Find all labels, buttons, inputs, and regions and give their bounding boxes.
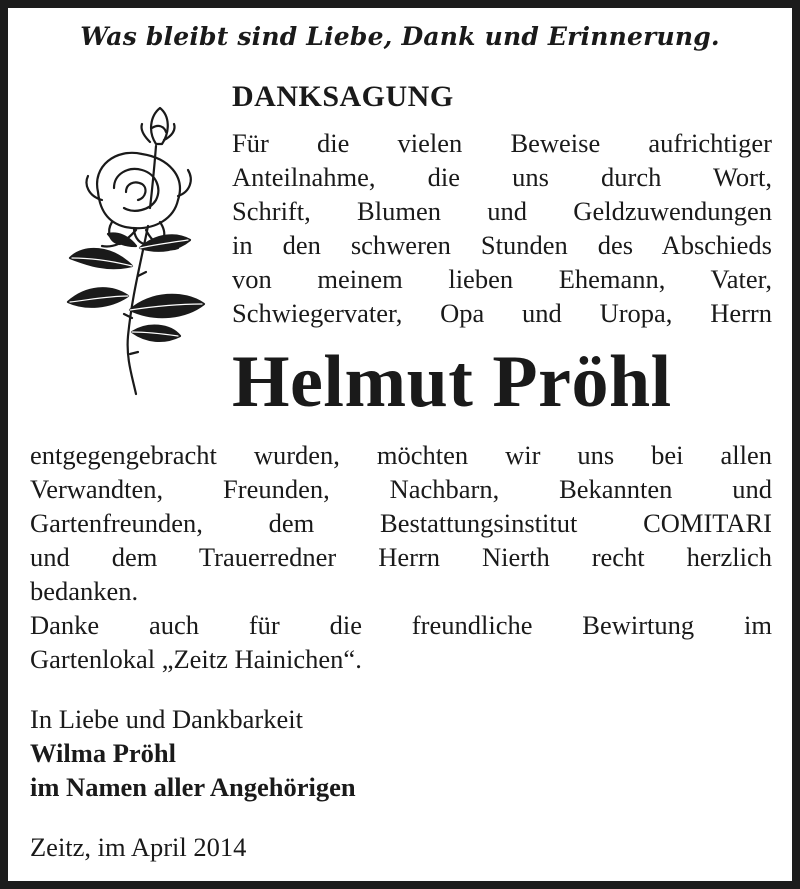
place-date: Zeitz, im April 2014	[30, 832, 247, 862]
body-line: Danke auch für die freundliche Bewirtung im	[30, 610, 772, 640]
body-line: Gartenlokal „Zeitz Hainichen“.	[30, 644, 362, 674]
motto-headline: Was bleibt sind Liebe, Dank und Erinnerung.	[80, 22, 720, 51]
deceased-name: Helmut Pröhl	[232, 341, 672, 423]
intro-line: in den schweren Stunden des Abschieds	[232, 230, 772, 260]
closing-line: In Liebe und Dankbarkeit	[30, 704, 303, 734]
intro-line: Schwiegervater, Opa und Uropa, Herrn	[232, 298, 772, 328]
closing-block	[30, 702, 356, 804]
body-paragraph	[30, 438, 772, 676]
intro-line: von meinem lieben Ehemann, Vater,	[232, 264, 772, 294]
intro-line: Schrift, Blumen und Geldzuwendungen	[232, 196, 772, 226]
intro-paragraph	[232, 126, 772, 330]
rose-icon	[28, 96, 218, 396]
body-line: bedanken.	[30, 576, 139, 606]
body-line: Verwandten, Freunden, Nachbarn, Bekannten und	[30, 474, 772, 504]
heading-danksagung: DANKSAGUNG	[232, 80, 454, 113]
body-line: entgegengebracht wurden, möchten wir uns bei allen	[30, 440, 772, 470]
intro-line: Für die vielen Beweise aufrichtiger	[232, 128, 772, 158]
on-behalf-line: im Namen aller Angehörigen	[30, 772, 356, 802]
body-line: und dem Trauerredner Herrn Nierth recht herzlich	[30, 542, 772, 572]
signer-name: Wilma Pröhl	[30, 738, 176, 768]
intro-line: Anteilnahme, die uns durch Wort,	[232, 162, 772, 192]
body-line: Gartenfreunden, dem Bestattungsinstitut COMITARI	[30, 508, 772, 538]
